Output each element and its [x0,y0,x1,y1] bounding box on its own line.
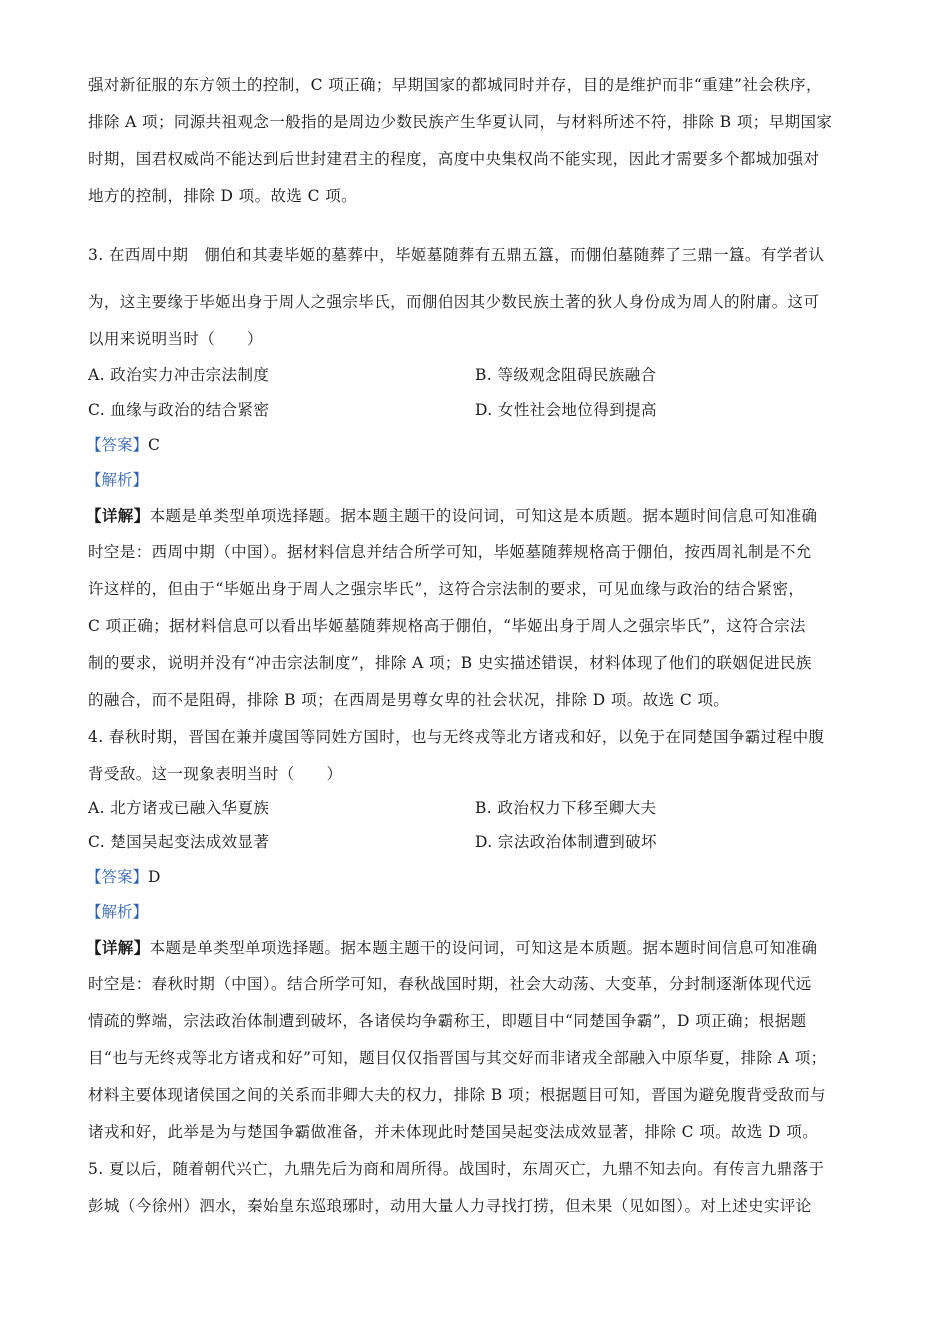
prev-explanation-line-2: 排除 A 项；同源共祖观念一般指的是周边少数民族产生华夏认同，与材料所述不符，排除 B 项；早期国家 [88,113,833,131]
q4-detail-label: 【详解】 [86,938,150,957]
q3-detail-label: 【详解】 [86,506,150,525]
q3-option-c: C. 血缘与政治的结合紧密 [88,401,270,419]
q4-detail-line-5: 材料主要体现诸侯国之间的关系而非卿大夫的权力，排除 B 项；根据题目可知，晋国为避免腹背受敌而与 [88,1086,826,1104]
q3-stem-line-1: 3. 在西周中期 倗伯和其妻毕姬的墓葬中，毕姬墓随葬有五鼎五簋，而倗伯墓随葬了三鼎一簋。有学者认 [88,246,825,264]
q4-detail-line-4: 目“也与无终戎等北方诸戎和好”可知，题目仅仅指晋国与其交好而非诸戎全部融入中原华夏，排除 A 项； [88,1049,827,1067]
q3-stem-line-2: 为，这主要缘于毕姬出身于周人之强宗毕氏，而倗伯因其少数民族土著的狄人身份成为周人的附庸。这可 [88,293,820,311]
q3-detail-line-3: 许这样的，但由于“毕姬出身于周人之强宗毕氏”，这符合宗法制的要求，可见血缘与政治的结合紧密， [88,580,805,598]
q3-answer-value: C [148,436,160,454]
prev-explanation-line-3: 时期，国君权威尚不能达到后世封建君主的程度，高度中央集权尚不能实现，因此才需要多个都城加强对 [88,150,820,168]
q4-detail-line-3: 情疏的弊端，宗法政治体制遭到破坏，各诸侯均争霸称王，即题目中“同楚国争霸”，D 项正确；根据题 [88,1012,807,1030]
q3-detail-line-1 [86,506,866,526]
q4-stem-line-2: 背受敌。这一现象表明当时（ ） [88,765,343,783]
q3-analysis-label: 【解析】 [86,471,149,489]
q3-detail-line-4: C 项正确；据材料信息可以看出毕姬墓随葬规格高于倗伯，“毕姬出身于周人之强宗毕氏”，这符合宗法 [88,617,806,635]
q4-option-b: B. 政治权力下移至卿大夫 [475,799,657,817]
q5-stem-line-1: 5. 夏以后，随着朝代兴亡，九鼎先后为商和周所得。战国时，东周灭亡，九鼎不知去向。有传言九鼎落于 [88,1160,825,1178]
q4-answer [86,868,160,887]
q3-option-b: B. 等级观念阻碍民族融合 [475,366,657,384]
q4-analysis-label: 【解析】 [86,903,149,921]
q4-option-c: C. 楚国吴起变法成效显著 [88,833,270,851]
q4-stem-line-1: 4. 春秋时期，晋国在兼并虞国等同姓方国时，也与无终戎等北方诸戎和好，以免于在同楚国争霸过程中腹 [88,728,825,746]
q4-detail-line-2: 时空是：春秋时期（中国）。结合所学可知，春秋战国时期，社会大动荡、大变革，分封制逐渐体现代远 [88,975,812,993]
q4-option-a: A. 北方诸戎已融入华夏族 [88,799,270,817]
q3-option-a: A. 政治实力冲击宗法制度 [88,366,270,384]
q4-answer-value: D [148,868,161,886]
q3-detail-text-1: 本题是单类型单项选择题。据本题主题干的设问词，可知这是本质题。据本题时间信息可知准确 [149,507,818,525]
q3-stem-line-3: 以用来说明当时（ ） [88,330,263,348]
q3-option-d: D. 女性社会地位得到提高 [475,401,657,419]
prev-explanation-line-1: 强对新征服的东方领土的控制，C 项正确；早期国家的都城同时并存，目的是维护而非“重建”社会秩序， [88,76,822,94]
q3-detail-line-5: 制的要求，说明并没有“冲击宗法制度”，排除 A 项；B 史实描述错误，材料体现了他们的联姻促进民族 [88,654,812,672]
q4-answer-label: 【答案】 [86,868,149,886]
q3-answer [86,436,160,455]
prev-explanation-line-4: 地方的控制，排除 D 项。故选 C 项。 [88,187,357,205]
q4-detail-text-1: 本题是单类型单项选择题。据本题主题干的设问词，可知这是本质题。据本题时间信息可知准确 [149,939,818,957]
q4-detail-line-1 [86,938,866,958]
q3-answer-label: 【答案】 [86,436,149,454]
q3-detail-line-6: 的融合，而不是阻碍，排除 B 项；在西周是男尊女卑的社会状况，排除 D 项。故选 C 项。 [88,691,730,709]
q5-stem-line-2: 彭城（今徐州）泗水，秦始皇东巡琅琊时，动用大量人力寻找打捞，但未果（见如图）。对上述史实评论 [88,1197,812,1215]
q3-detail-line-2: 时空是：西周中期（中国）。据材料信息并结合所学可知，毕姬墓随葬规格高于倗伯，按西周礼制是不允 [88,543,812,561]
q4-detail-line-6: 诸戎和好，此举是为与楚国争霸做准备，并未体现此时楚国吴起变法成效显著，排除 C 项。故选 D 项。 [88,1123,819,1141]
q4-option-d: D. 宗法政治体制遭到破坏 [475,833,657,851]
